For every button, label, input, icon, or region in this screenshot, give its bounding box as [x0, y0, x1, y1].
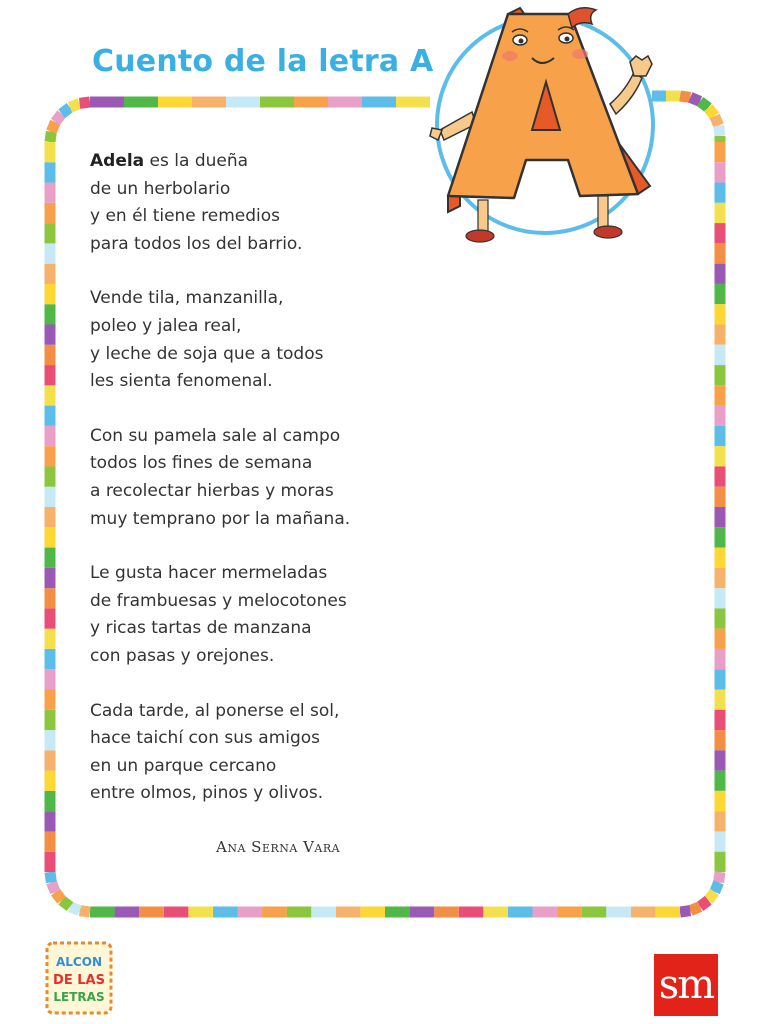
frame-segment [70, 907, 80, 911]
stanza-1 [90, 148, 420, 258]
poem-line: de un herbolario [90, 178, 231, 199]
poem-line: todos los fines de semana [90, 453, 313, 474]
frame-segment [62, 107, 70, 113]
frame-segment [70, 103, 80, 107]
stanza-4 [90, 560, 420, 670]
poem-line: y leche de soja que a todos [90, 343, 324, 364]
page-title: Cuento de la letra A [92, 44, 434, 79]
frame-segment [700, 101, 708, 107]
poem-line: muy temprano por la mañana. [90, 508, 351, 529]
frame-segment [719, 126, 720, 136]
frame-segment [719, 872, 720, 882]
frame-segment [715, 116, 719, 126]
poem-line: para todos los del barrio. [90, 233, 303, 254]
poem-line: Vende tila, manzanilla, [90, 288, 284, 309]
highlighted-name: Adela [90, 151, 145, 171]
svg-text:LETRAS: LETRAS [53, 990, 105, 1004]
frame-segment [50, 872, 51, 882]
author-name: Ana Serna Vara [216, 838, 341, 856]
poem-line: y en él tiene remedios [90, 206, 281, 227]
poem-line: les sienta fenomenal. [90, 371, 273, 392]
frame-segment [50, 132, 51, 142]
poem-line: poleo y jalea real, [90, 315, 242, 336]
frame-segment [680, 911, 690, 912]
frame-segment [80, 102, 90, 103]
poem-line: y ricas tartas de manzana [90, 618, 312, 639]
frame-segment [51, 882, 55, 892]
frame-segment [55, 892, 61, 900]
poem-line: Con su pamela sale al campo [90, 425, 341, 446]
stanza-2 [90, 285, 420, 395]
frame-segment [51, 122, 55, 132]
poem-line: Le gusta hacer mermeladas [90, 563, 328, 584]
frame-segment [708, 892, 714, 900]
poem-line: con pasas y orejones. [90, 645, 275, 666]
svg-text:ALCON: ALCON [56, 955, 102, 969]
poem-line: de frambuesas y melocotones [90, 590, 347, 611]
frame-segment [80, 911, 90, 912]
poem-line: en un parque cercano [90, 755, 277, 776]
frame-segment [700, 900, 708, 906]
frame-segment [690, 97, 700, 101]
svg-text:DE LAS: DE LAS [53, 973, 105, 988]
frame-segment [715, 882, 719, 892]
stanza-5 [90, 698, 420, 808]
poem-line: a recolectar hierbas y moras [90, 480, 334, 501]
letter-a-mascot [420, 0, 660, 250]
poem-line: Adela es la dueña [90, 151, 249, 171]
frame-segment [55, 114, 61, 122]
alcon-de-las-letras-logo [44, 940, 114, 1016]
poem-line: hace taichí con sus amigos [90, 728, 321, 749]
poem-line: entre olmos, pinos y olivos. [90, 783, 324, 804]
frame-segment [62, 900, 70, 906]
sm-publisher-logo: sm [654, 954, 718, 1016]
poem-text [90, 148, 420, 835]
frame-segment [708, 108, 714, 116]
poem-line: Cada tarde, al ponerse el sol, [90, 700, 340, 721]
frame-segment [680, 96, 690, 97]
frame-segment [690, 907, 700, 911]
stanza-3 [90, 423, 420, 533]
